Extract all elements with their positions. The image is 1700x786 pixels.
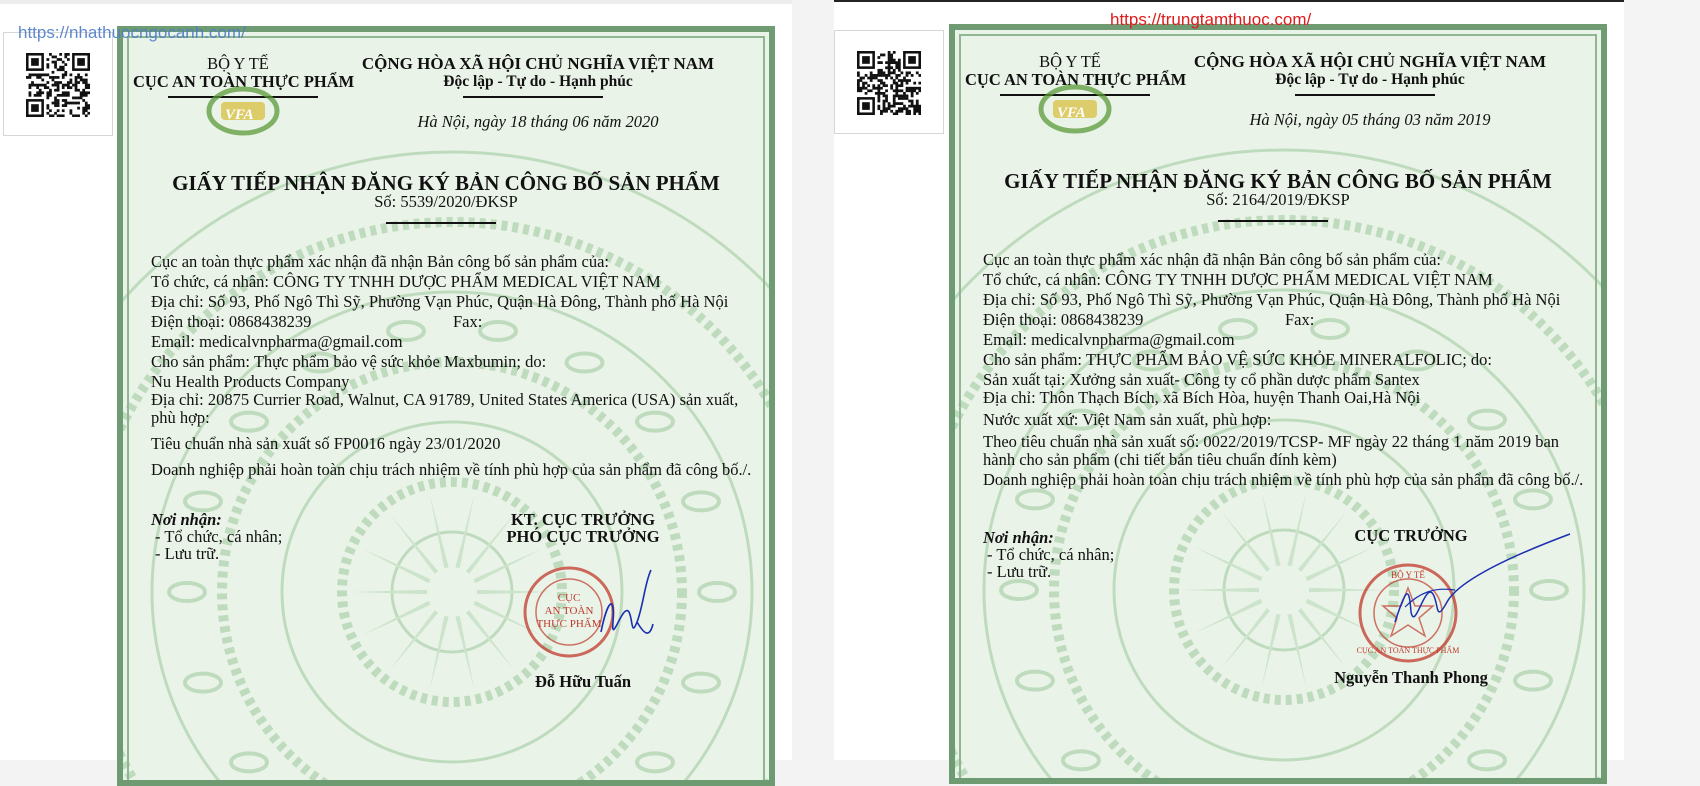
recipient-0: - Tổ chức, cá nhân; (987, 545, 1115, 564)
body-line-7: Nước xuất xứ: Việt Nam sản xuất, phù hợp: (983, 410, 1272, 429)
signer-title-1: KT. CỤC TRƯỞNG (510, 510, 656, 529)
body-line-1: Tổ chức, cá nhân: CÔNG TY TNHH DƯỢC PHẨM MEDICAL VIỆT NAM (151, 272, 661, 291)
logo-text: VFA (1057, 105, 1086, 121)
date-line: Hà Nội, ngày 18 tháng 06 năm 2020 (417, 112, 659, 131)
document-number: Số: 5539/2020/ĐKSP (374, 192, 518, 211)
qr-code-icon (857, 51, 921, 115)
body-line-9: hành cho sản phẩm (chi tiết bản tiêu chuẩn đính kèm) (983, 450, 1337, 469)
certificate-left (117, 26, 775, 786)
document-title: GIẤY TIẾP NHẬN ĐĂNG KÝ BẢN CÔNG BỐ SẢN PHẨM (1004, 169, 1552, 193)
body-line-5: Sản xuất tại: Xưởng sản xuất- Công ty cổ phần dược phẩm Santex (983, 370, 1420, 389)
logo-text: VFA (225, 107, 254, 123)
signature-icon (1375, 532, 1575, 642)
stamp-line-1: AN TOÀN (544, 605, 594, 617)
motto-underline (463, 96, 603, 98)
signer-title-1: CỤC TRƯỞNG (1354, 526, 1468, 545)
body-line-10: Doanh nghiệp phải hoàn toàn chịu trách nhiệm về tính phù hợp của sản phẩm đã công bố./. (983, 470, 1584, 489)
body-line-9: Doanh nghiệp phải hoàn toàn chịu trách nhiệm về tính phù hợp của sản phẩm đã công bố./. (151, 460, 752, 479)
motto: Độc lập - Tự do - Hạnh phúc (1275, 71, 1465, 88)
signer-name: Đỗ Hữu Tuấn (534, 672, 632, 691)
agency-name: CỤC AN TOÀN THỰC PHẨM (965, 70, 1187, 89)
stamp-line-0: BỘ Y TẾ (1391, 570, 1425, 580)
motto-underline (1295, 94, 1435, 96)
recipients-title: Nơi nhận: (151, 510, 222, 529)
body-line-6: Địa chỉ: Thôn Thạch Bích, xã Bích Hòa, huyện Thanh Oai,Hà Nội (983, 388, 1421, 407)
stamp-line-1: CỤC AN TOÀN THỰC PHẨM (1356, 646, 1460, 655)
body-line-5: Nu Health Products Company (151, 372, 350, 391)
signer-name: Nguyễn Thanh Phong (1334, 668, 1488, 687)
fax-line: Fax: (453, 312, 483, 331)
right-margin-area (1624, 0, 1700, 760)
certificate-right (949, 24, 1607, 784)
ministry-name: BỘ Y TẾ (1039, 52, 1101, 71)
body-line-2: Địa chỉ: Số 93, Phố Ngô Thì Sỹ, Phường Vạn Phúc, Quận Hà Đông, Thành phố Hà Nội (151, 292, 729, 311)
right-document-panel (834, 0, 1624, 760)
number-underline (386, 222, 496, 224)
motto: Độc lập - Tự do - Hạnh phúc (443, 73, 633, 90)
stamp-line-0: CỤC (557, 592, 581, 604)
body-line-1: Tổ chức, cá nhân: CÔNG TY TNHH DƯỢC PHẨM MEDICAL VIỆT NAM (983, 270, 1493, 289)
ministry-name: BỘ Y TẾ (207, 54, 269, 73)
qr-code-box-right[interactable] (834, 30, 944, 134)
signer-title-2: PHÓ CỤC TRƯỞNG (506, 527, 660, 546)
stamp-line-2: THỰC PHẨM (536, 618, 602, 630)
phone-line: Điện thoại: 0868438239 (151, 312, 312, 331)
fax-line: Fax: (1285, 310, 1315, 329)
body-line-2: Địa chỉ: Số 93, Phố Ngô Thì Sỹ, Phường Vạn Phúc, Quận Hà Đông, Thành phố Hà Nội (983, 290, 1561, 309)
body-line-4: Cho sản phẩm: Thực phẩm bảo vệ sức khỏe Maxbumin; do: (151, 352, 547, 371)
body-line-0: Cục an toàn thực phẩm xác nhận đã nhận Bản công bố sản phẩm của: (151, 252, 609, 271)
agency-name: CỤC AN TOÀN THỰC PHẨM (133, 72, 355, 91)
body-line-7: phù hợp: (151, 408, 210, 427)
recipient-0: - Tổ chức, cá nhân; (155, 527, 283, 546)
qr-code-box-left[interactable] (3, 32, 113, 136)
recipient-1: - Lưu trữ. (987, 562, 1052, 581)
number-underline (1218, 220, 1328, 222)
body-line-6: Địa chỉ: 20875 Currier Road, Walnut, CA 91789, United States America (USA) sản xuất, (151, 390, 739, 409)
republic-name: CỘNG HÒA XÃ HỘI CHỦ NGHĨA VIỆT NAM (1193, 52, 1547, 71)
body-line-0: Cục an toàn thực phẩm xác nhận đã nhận Bản công bố sản phẩm của: (983, 250, 1441, 269)
signature-icon (593, 562, 673, 662)
body-line-8: Theo tiêu chuẩn nhà sản xuất số: 0022/2019/TCSP- MF ngày 22 tháng 1 năm 2019 ban (983, 432, 1560, 451)
watermark-url-right[interactable]: https://trungtamthuoc.com/ (1110, 10, 1312, 29)
document-title: GIẤY TIẾP NHẬN ĐĂNG KÝ BẢN CÔNG BỐ SẢN PHẨM (172, 171, 720, 195)
recipients-title: Nơi nhận: (983, 528, 1054, 547)
body-line-3: Email: medicalvnpharma@gmail.com (983, 330, 1235, 349)
left-document-panel (0, 0, 792, 760)
phone-line: Điện thoại: 0868438239 (983, 310, 1144, 329)
watermark-url-left[interactable]: https://nhathuocngocanh.com/ (18, 23, 246, 42)
body-line-8: Tiêu chuẩn nhà sản xuất số FP0016 ngày 23/01/2020 (151, 434, 501, 453)
document-number: Số: 2164/2019/ĐKSP (1206, 190, 1350, 209)
body-line-4: Cho sản phẩm: THỰC PHẨM BẢO VỆ SỨC KHỎE MINERALFOLIC; do: (983, 350, 1493, 369)
recipient-1: - Lưu trữ. (155, 544, 220, 563)
qr-code-icon (26, 53, 90, 117)
republic-name: CỘNG HÒA XÃ HỘI CHỦ NGHĨA VIỆT NAM (361, 54, 715, 73)
body-line-3: Email: medicalvnpharma@gmail.com (151, 332, 403, 351)
date-line: Hà Nội, ngày 05 tháng 03 năm 2019 (1249, 110, 1491, 129)
